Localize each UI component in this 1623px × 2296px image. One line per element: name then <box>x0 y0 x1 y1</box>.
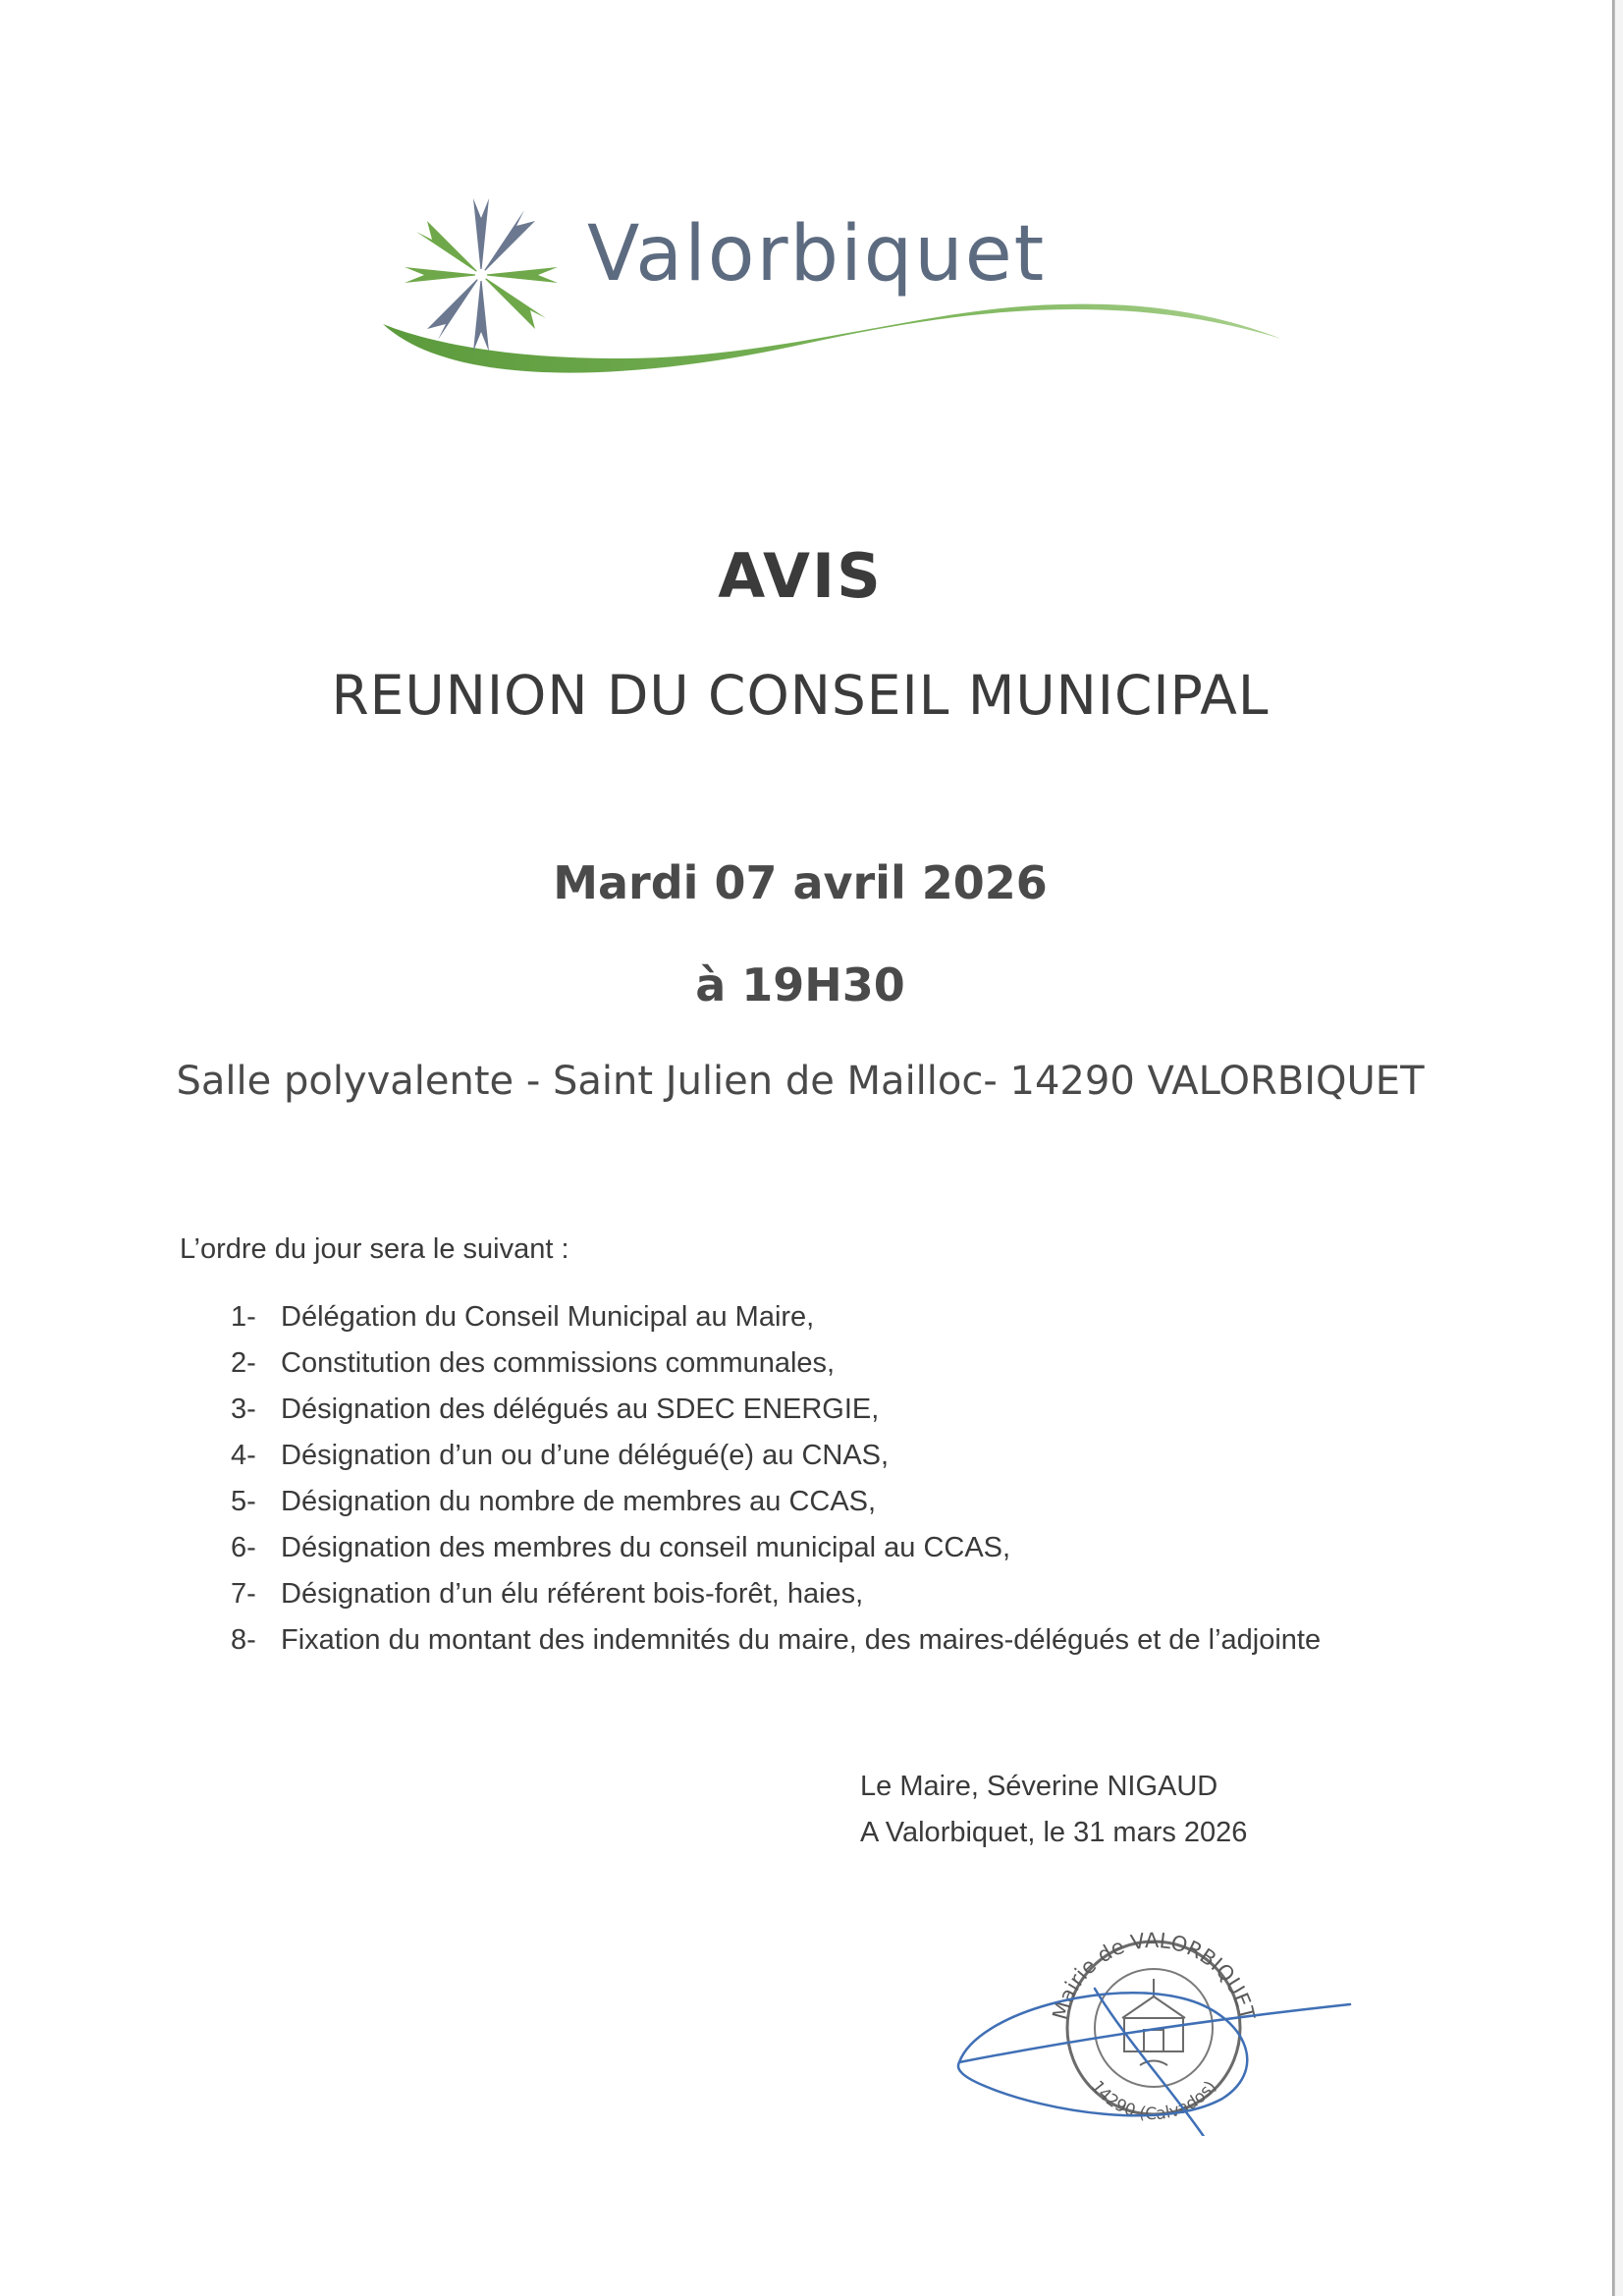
agenda-item <box>231 1387 1321 1433</box>
meeting-location: Salle polyvalente - Saint Julien de Mailloc- 14290 VALORBIQUET <box>176 1059 1425 1104</box>
agenda-item <box>231 1571 1321 1617</box>
agenda-item-number: 4- <box>231 1440 256 1471</box>
seal-bottom-text: 14290 (Calvados) <box>1086 2077 1221 2125</box>
agenda-item-text: Désignation des membres du conseil municipal au CCAS, <box>281 1532 1011 1563</box>
agenda-item-number: 3- <box>231 1394 256 1425</box>
agenda-item <box>231 1294 1321 1340</box>
meeting-time: à 19H30 <box>695 958 905 1011</box>
svg-text:Mairie de VALORBIQUET <box>1048 1929 1259 2022</box>
notice-subtitle: REUNION DU CONSEIL MUNICIPAL <box>331 664 1270 727</box>
svg-text:14290 (Calvados) <box>1087 2077 1220 2124</box>
agenda-item <box>231 1433 1321 1479</box>
agenda-item-text: Désignation des délégués au SDEC ENERGIE, <box>281 1394 880 1425</box>
agenda-item <box>231 1617 1321 1664</box>
notice-title: AVIS <box>718 540 883 612</box>
logo-text: Valorbiquet <box>587 210 1047 299</box>
signature-block <box>860 1764 1247 1856</box>
agenda-item-text: Constitution des commissions communales, <box>281 1347 836 1379</box>
page-scan-border <box>1612 0 1615 2296</box>
meeting-date: Mardi 07 avril 2026 <box>553 856 1048 909</box>
valorbiquet-logo <box>373 177 1296 403</box>
agenda-item-text: Désignation du nombre de membres au CCAS, <box>281 1486 877 1517</box>
agenda-item-text: Délégation du Conseil Municipal au Maire, <box>281 1301 815 1333</box>
agenda-item-number: 5- <box>231 1486 256 1517</box>
swoosh-shape <box>383 304 1281 373</box>
agenda-item-number: 6- <box>231 1532 256 1563</box>
seal-top-text: Mairie de VALORBIQUET <box>1048 1928 1260 2023</box>
signature-place-date: A Valorbiquet, le 31 mars 2026 <box>860 1817 1248 1848</box>
agenda-item-text: Désignation d’un ou d’une délégué(e) au CNAS, <box>281 1440 890 1471</box>
agenda-item-text: Désignation d’un élu référent bois-forêt, haies, <box>281 1578 864 1610</box>
agenda-list <box>231 1294 1321 1664</box>
agenda-item-number: 8- <box>231 1624 256 1656</box>
agenda-item-number: 1- <box>231 1301 256 1333</box>
page-scan-edge <box>1615 0 1623 2296</box>
mairie-seal-stamp <box>947 1920 1360 2136</box>
agenda-item <box>231 1340 1321 1387</box>
agenda-item <box>231 1479 1321 1525</box>
snowflake-icon <box>405 198 558 352</box>
agenda-intro: L’ordre du jour sera le suivant : <box>180 1233 569 1265</box>
signer-name: Le Maire, Séverine NIGAUD <box>860 1771 1218 1802</box>
agenda-item <box>231 1525 1321 1571</box>
agenda-item-text: Fixation du montant des indemnités du maire, des maires-délégués et de l’adjointe <box>281 1624 1322 1656</box>
agenda-item-number: 2- <box>231 1347 256 1379</box>
agenda-item-number: 7- <box>231 1578 256 1610</box>
